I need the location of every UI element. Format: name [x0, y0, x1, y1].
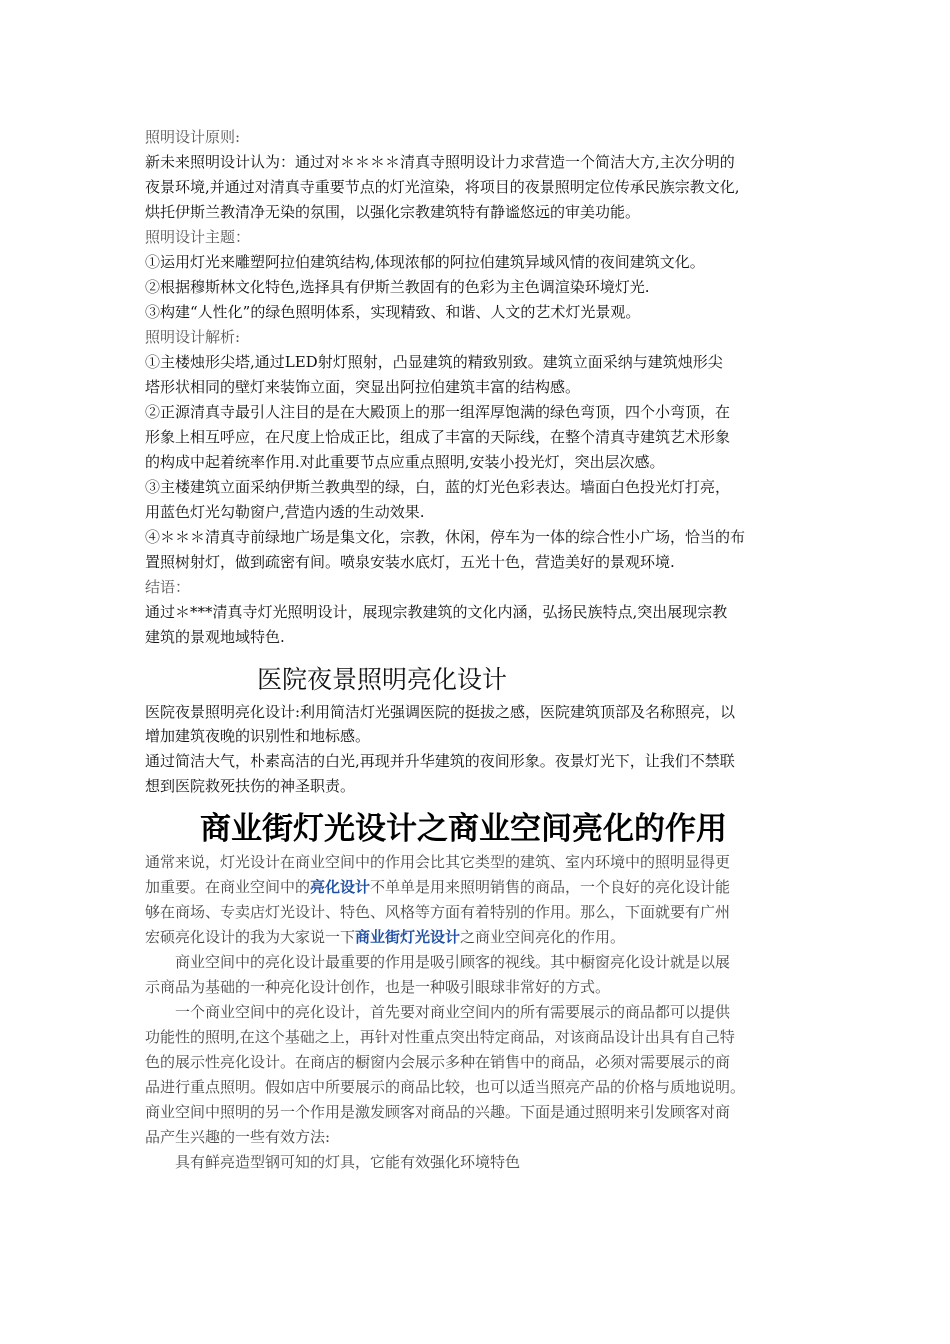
- text-line: 够在商场、专卖店灯光设计、特色、风格等方面有着特别的作用。那么，下面就要有广州: [145, 903, 731, 921]
- text-segment: 之商业空间亮化的作用。: [460, 928, 626, 946]
- text-line: 示商品为基础的一种亮化设计创作，也是一种吸引眼球非常好的方式。: [145, 978, 611, 996]
- text-line: ①主楼烛形尖塔,通过LED射灯照射，凸显建筑的精致别致。建筑立面采纳与建筑烛形尖: [145, 353, 723, 371]
- text-line: 夜景环境,并通过对清真寺重要节点的灯光渲染，将项目的夜景照明定位传承民族宗教文化,: [145, 178, 740, 196]
- section-title: 医院夜景照明亮化设计: [257, 665, 508, 694]
- text-line: 增加建筑夜晚的识别性和地标感。: [145, 727, 371, 745]
- text-line: 的构成中起着统率作用.对此重要节点应重点照明,安装小投光灯，突出层次感。: [145, 453, 665, 471]
- text-line: 商业空间中照明的另一个作用是激发顾客对商品的兴趣。下面是通过照明来引发顾客对商: [145, 1103, 731, 1121]
- text-line: 功能性的照明,在这个基础之上，再针对性重点突出特定商品，对该商品设计出具有自己特: [145, 1028, 735, 1046]
- text-line: 品产生兴趣的一些有效方法:: [145, 1128, 331, 1146]
- text-line: [145, 926, 625, 947]
- section-title: 商业街灯光设计之商业空间亮化的作用: [200, 811, 727, 847]
- text-line: 商业空间中的亮化设计最重要的作用是吸引顾客的视线。其中橱窗亮化设计就是以展: [145, 953, 731, 971]
- text-segment: 不单单是用来照明销售的商品，一个良好的亮化设计能: [370, 878, 731, 896]
- text-line: 建筑的景观地域特色.: [145, 628, 285, 646]
- text-line: 通过＊***清真寺灯光照明设计，展现宗教建筑的文化内涵，弘扬民族特点,突出展现宗教: [145, 603, 728, 621]
- link-lighting-design[interactable]: 亮化设计: [310, 878, 371, 896]
- text-line: 置照树射灯，做到疏密有间。喷泉安装水底灯，五光十色，营造美好的景观环境.: [145, 553, 675, 571]
- text-line: ②正源清真寺最引人注目的是在大殿顶上的那一组浑厚饱满的绿色弯顶，四个小弯顶，在: [145, 403, 731, 421]
- text-line: 新未来照明设计认为：通过对＊＊＊＊清真寺照明设计力求营造一个简洁大方,主次分明的: [145, 153, 735, 171]
- text-line: 通常来说，灯光设计在商业空间中的作用会比其它类型的建筑、室内环境中的照明显得更: [145, 853, 731, 871]
- text-line: [145, 876, 730, 897]
- text-line: 一个商业空间中的亮化设计，首先要对商业空间内的所有需要展示的商品都可以提供: [145, 1003, 731, 1021]
- text-line: 品进行重点照明。假如店中所要展示的商品比较，也可以适当照亮产品的价格与质地说明。: [145, 1078, 746, 1096]
- text-line: ②根据穆斯林文化特色,选择具有伊斯兰教固有的色彩为主色调渲染环境灯光.: [145, 278, 650, 296]
- text-line: 色的展示性亮化设计。在商店的橱窗内会展示多种在销售中的商品，必须对需要展示的商: [145, 1053, 731, 1071]
- text-segment: 加重要。在商业空间中的: [145, 878, 311, 896]
- text-line: 照明设计主题：: [145, 228, 251, 246]
- text-line: ③主楼建筑立面采纳伊斯兰教典型的绿，白，蓝的灯光色彩表达。墙面白色投光灯打亮，: [145, 478, 731, 496]
- text-line: 形象上相互呼应，在尺度上恰成正比，组成了丰富的天际线，在整个清真寺建筑艺术形象: [145, 428, 731, 446]
- text-line: 照明设计解析:: [145, 328, 241, 346]
- text-line: 医院夜景照明亮化设计:利用简洁灯光强调医院的挺拔之感，医院建筑顶部及名称照亮，以: [145, 703, 736, 721]
- link-street-lighting-design[interactable]: 商业街灯光设计: [355, 928, 461, 946]
- text-line: 塔形状相同的壁灯来装饰立面，突显出阿拉伯建筑丰富的结构感。: [145, 378, 581, 396]
- text-line: 结语：: [145, 578, 191, 596]
- text-line: ③构建“人性化”的绿色照明体系，实现精致、和谐、人文的艺术灯光景观。: [145, 303, 641, 321]
- text-line: 通过简洁大气，朴素高洁的白光,再现并升华建筑的夜间形象。夜景灯光下，让我们不禁联: [145, 752, 735, 770]
- text-line: 烘托伊斯兰教清净无染的氛围，以强化宗教建筑特有静谧悠远的审美功能。: [145, 203, 641, 221]
- text-line: ④＊＊＊清真寺前绿地广场是集文化，宗教，休闲，停车为一体的综合性小广场，恰当的布: [145, 528, 746, 546]
- text-line: 想到医院救死扶伤的神圣职责。: [145, 777, 356, 795]
- text-line: 用蓝色灯光勾勒窗户,营造内透的生动效果.: [145, 503, 425, 521]
- text-line: 照明设计原则:: [145, 128, 241, 146]
- text-segment: 宏硕亮化设计的我为大家说一下: [145, 928, 356, 946]
- text-line: ①运用灯光来雕塑阿拉伯建筑结构,体现浓郁的阿拉伯建筑异域风情的夜间建筑文化。: [145, 253, 705, 271]
- text-line: 具有鲜亮造型钢可知的灯具，它能有效强化环境特色: [145, 1153, 521, 1171]
